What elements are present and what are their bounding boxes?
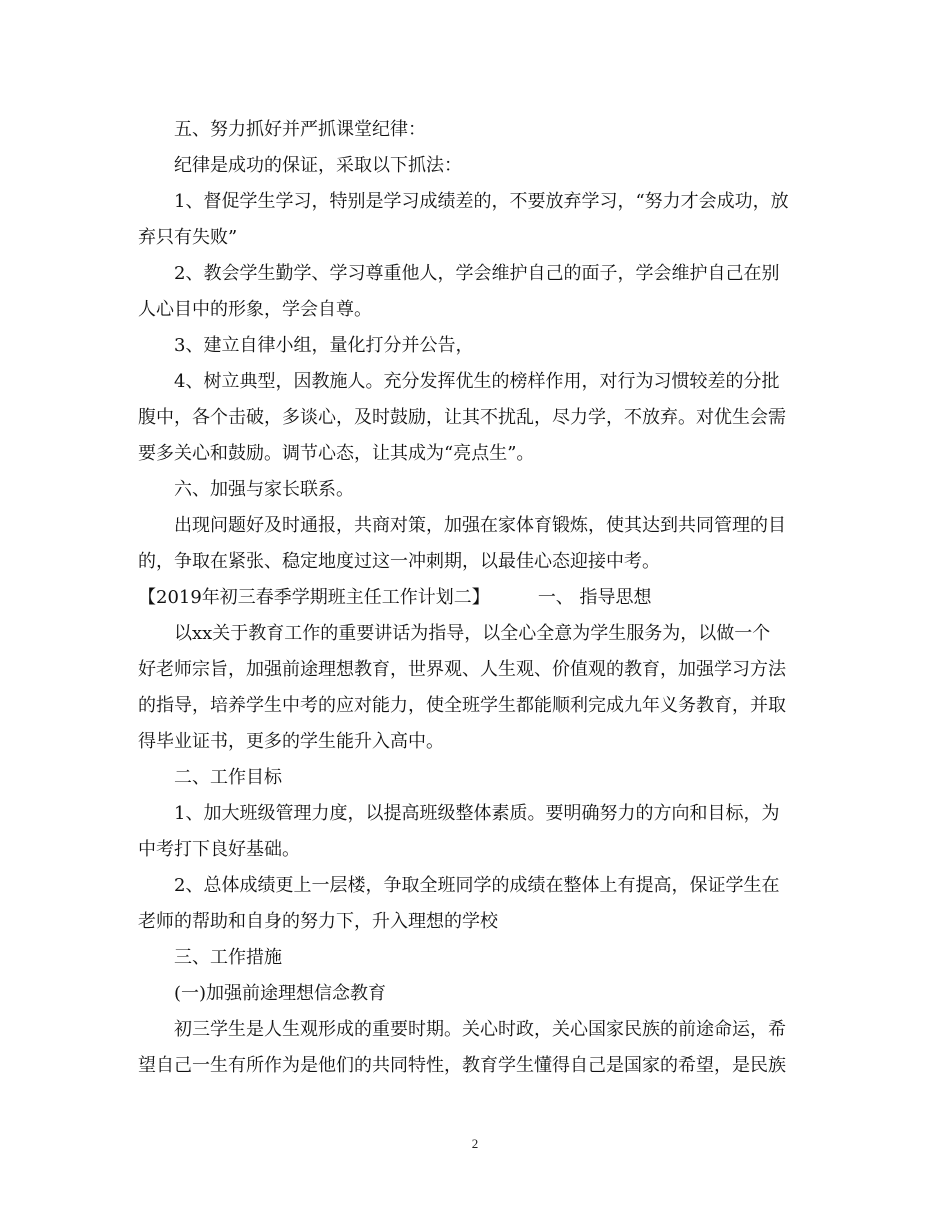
subsection-heading: (一)加强前途理想信念教育 — [174, 983, 387, 1004]
paragraph-line: 2、教会学生勤学、学习尊重他人，学会维护自己的面子，学会维护自己在别 — [174, 263, 780, 284]
paragraph-line: 要多关心和鼓励。调节心态，让其成为“亮点生”。 — [138, 443, 535, 464]
paragraph-line: 出现问题好及时通报，共商对策，加强在家体育锻炼，使其达到共同管理的目 — [174, 515, 786, 536]
paragraph-line: 初三学生是人生观形成的重要时期。关心时政，关心国家民族的前途命运，希 — [174, 1019, 786, 1040]
paragraph-line: 腹中，各个击破，多谈心，及时鼓励，让其不扰乱，尽力学，不放弃。对优生会需 — [138, 407, 786, 428]
paragraph-line: 弃只有失败” — [138, 227, 238, 248]
paragraph-line: 3、建立自律小组，量化打分并公告， — [174, 335, 474, 356]
paragraph-line: 2、总体成绩更上一层楼，争取全班同学的成绩在整体上有提高，保证学生在 — [174, 875, 780, 896]
section-heading: 一、 指导思想 — [537, 587, 652, 608]
page-number: 2 — [471, 1136, 479, 1151]
section-heading: 二、工作目标 — [174, 767, 282, 788]
section-heading: 五、努力抓好并严抓课堂纪律： — [174, 119, 426, 140]
section-heading: 六、加强与家长联系。 — [174, 479, 354, 500]
paragraph-line: 望自己一生有所作为是他们的共同特性，教育学生懂得自己是国家的希望，是民族 — [138, 1055, 786, 1076]
paragraph-line: 4、树立典型，因教施人。充分发挥优生的榜样作用，对行为习惯较差的分批 — [174, 371, 780, 392]
plan-title-line — [138, 580, 818, 616]
paragraph-line: 1、加大班级管理力度，以提高班级整体素质。要明确努力的方向和目标，为 — [174, 803, 780, 824]
paragraph-line: 得毕业证书，更多的学生能升入高中。 — [138, 731, 444, 752]
paragraph-line: 人心目中的形象，学会自尊。 — [138, 299, 372, 320]
section-heading: 三、工作措施 — [174, 947, 282, 968]
paragraph-line: 纪律是成功的保证，采取以下抓法： — [174, 155, 462, 176]
paragraph-line: 老师的帮助和自身的努力下，升入理想的学校 — [138, 911, 498, 932]
plan-title: 【2019年初三春季学期班主任工作计划二】 — [138, 587, 490, 608]
document-body — [138, 112, 818, 1084]
paragraph-line: 的指导，培养学生中考的应对能力，使全班学生都能顺利完成九年义务教育，并取 — [138, 695, 786, 716]
paragraph-line: 的，争取在紧张、稳定地度过这一冲刺期，以最佳心态迎接中考。 — [138, 551, 660, 572]
paragraph-line: 好老师宗旨，加强前途理想教育，世界观、人生观、价值观的教育，加强学习方法 — [138, 659, 786, 680]
paragraph-line: 以xx关于教育工作的重要讲话为指导，以全心全意为学生服务为，以做一个 — [174, 623, 771, 644]
paragraph-line: 中考打下良好基础。 — [138, 839, 300, 860]
paragraph-line: 1、督促学生学习，特别是学习成绩差的，不要放弃学习，“努力才会成功，放 — [174, 191, 789, 212]
